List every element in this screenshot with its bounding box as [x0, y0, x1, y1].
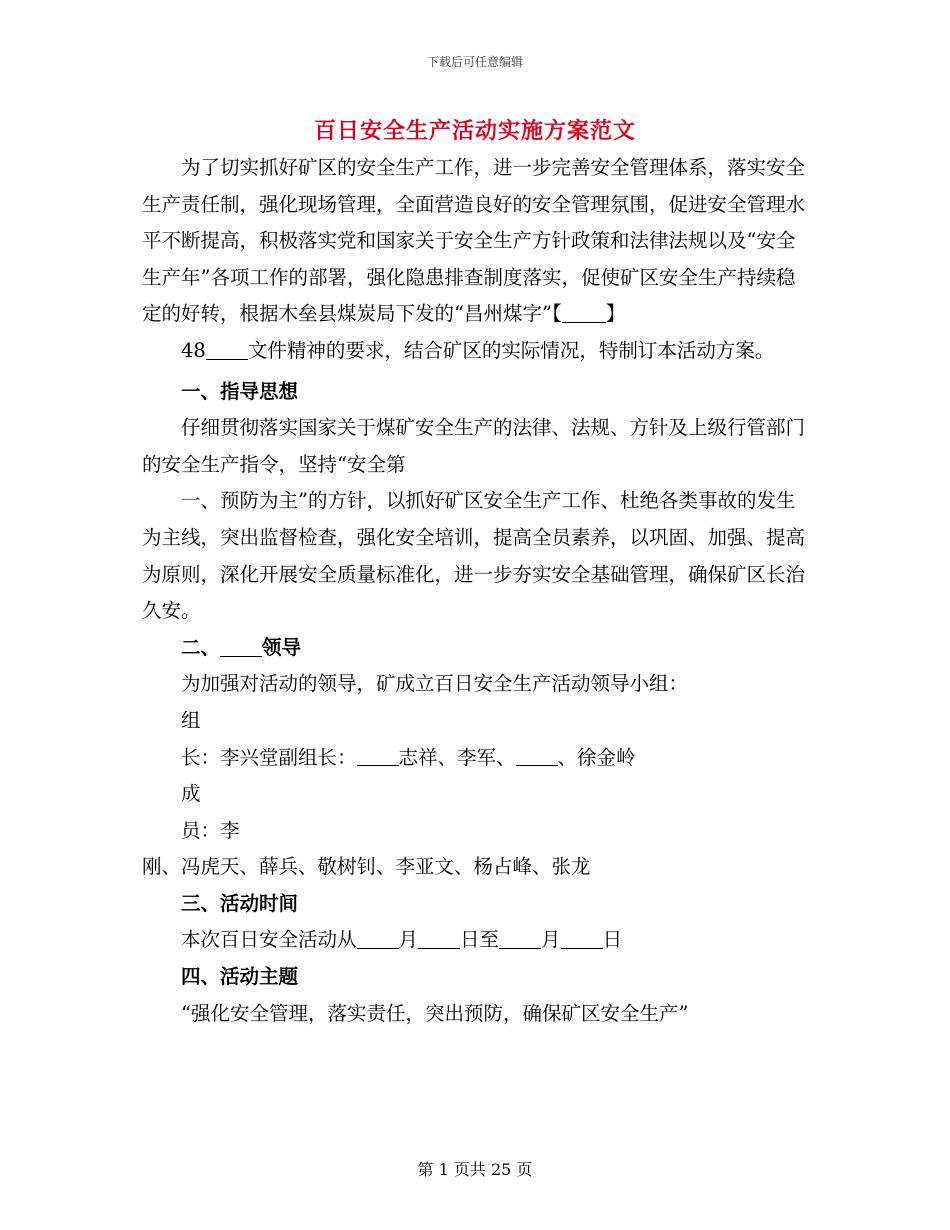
- section2-heading-suffix: 领导: [262, 635, 302, 659]
- leader-label: 长：李兴堂副组长：: [181, 745, 357, 769]
- blank-field: [206, 337, 248, 359]
- time-text-month: 月: [398, 928, 419, 952]
- intro-paragraph: [142, 150, 812, 333]
- activity-time-line: [142, 922, 812, 959]
- time-text-day-to: 日至: [460, 928, 500, 952]
- intro-cont-text: 文件精神的要求，结合矿区的实际情况，特制订本活动方案。: [247, 338, 775, 362]
- leader-line: [142, 740, 812, 777]
- document-title: 百日安全生产活动实施方案范文: [313, 118, 636, 144]
- section2-line-cheng: 成: [181, 782, 201, 806]
- section1-paragraph2: 一、预防为主”的方针，以抓好矿区安全生产工作、杜绝各类事故的发生为主线，突出监督检查，强化安全培训，提高全员素养，以巩固、加强、提高为原则，深化开展安全质量标准化，进一步夯实安全基础管理，确保矿区长治久安。: [142, 489, 806, 623]
- section2-line-zu: 组: [181, 708, 201, 732]
- intro-lead: 为了切实抓好矿区的安全生产工作，进一步完善安全管理体系，落实安全生产责任制，强化现场管理，全面营造良好的安全管理氛围，促进安全管理水平不断提高，积极落实党和国家关于安全生产方针政策和法律法规以及“安全生产年”各项工作的部署，强化隐患排查制度落实，促使矿区安全生产持续稳定的好转，根据木垒县煤炭局下发的“昌州煤字”【: [142, 156, 806, 326]
- blank-field: [516, 744, 558, 766]
- document-body: [142, 150, 812, 1032]
- section2-heading-prefix: 二、: [181, 635, 221, 659]
- intro-continuation: [142, 333, 812, 370]
- section1-heading: 一、指导思想: [181, 379, 299, 403]
- blank-field: [357, 927, 399, 949]
- intro-bracket-close: 】: [605, 302, 626, 326]
- page-header-note: 下载后可任意编辑: [426, 55, 523, 69]
- blank-field: [561, 927, 603, 949]
- leader-names-b: 、徐金岭: [557, 745, 636, 769]
- time-text-day: 日: [602, 928, 623, 952]
- section2-paragraph: 为加强对活动的领导，矿成立百日安全生产活动领导小组：: [181, 672, 689, 696]
- member-names: 刚、冯虎天、薛兵、敬树钊、李亚文、杨占峰、张龙: [142, 855, 591, 879]
- leader-names-a: 志祥、李军、: [398, 745, 516, 769]
- section1-paragraph1: 仔细贯彻落实国家关于煤矿安全生产的法律、法规、方针及上级行管部门的安全生产指令，坚持“安全第: [142, 416, 806, 476]
- time-text-from: 本次百日安全活动从: [181, 928, 357, 952]
- member-label: 员：李: [181, 818, 240, 842]
- section2-heading: [142, 630, 812, 667]
- time-text-month2: 月: [541, 928, 561, 952]
- blank-field: [562, 301, 606, 323]
- doc-number: 48: [181, 338, 206, 362]
- section3-heading: 三、活动时间: [181, 891, 299, 915]
- section4-heading: 四、活动主题: [181, 965, 299, 989]
- page-footer: 第 1 页共 25 页: [417, 1160, 533, 1179]
- blank-field: [357, 744, 399, 766]
- blank-field: [220, 634, 262, 656]
- activity-theme: “强化安全管理，落实责任，突出预防，确保矿区安全生产”: [181, 1001, 689, 1025]
- blank-field: [499, 927, 541, 949]
- blank-field: [418, 927, 460, 949]
